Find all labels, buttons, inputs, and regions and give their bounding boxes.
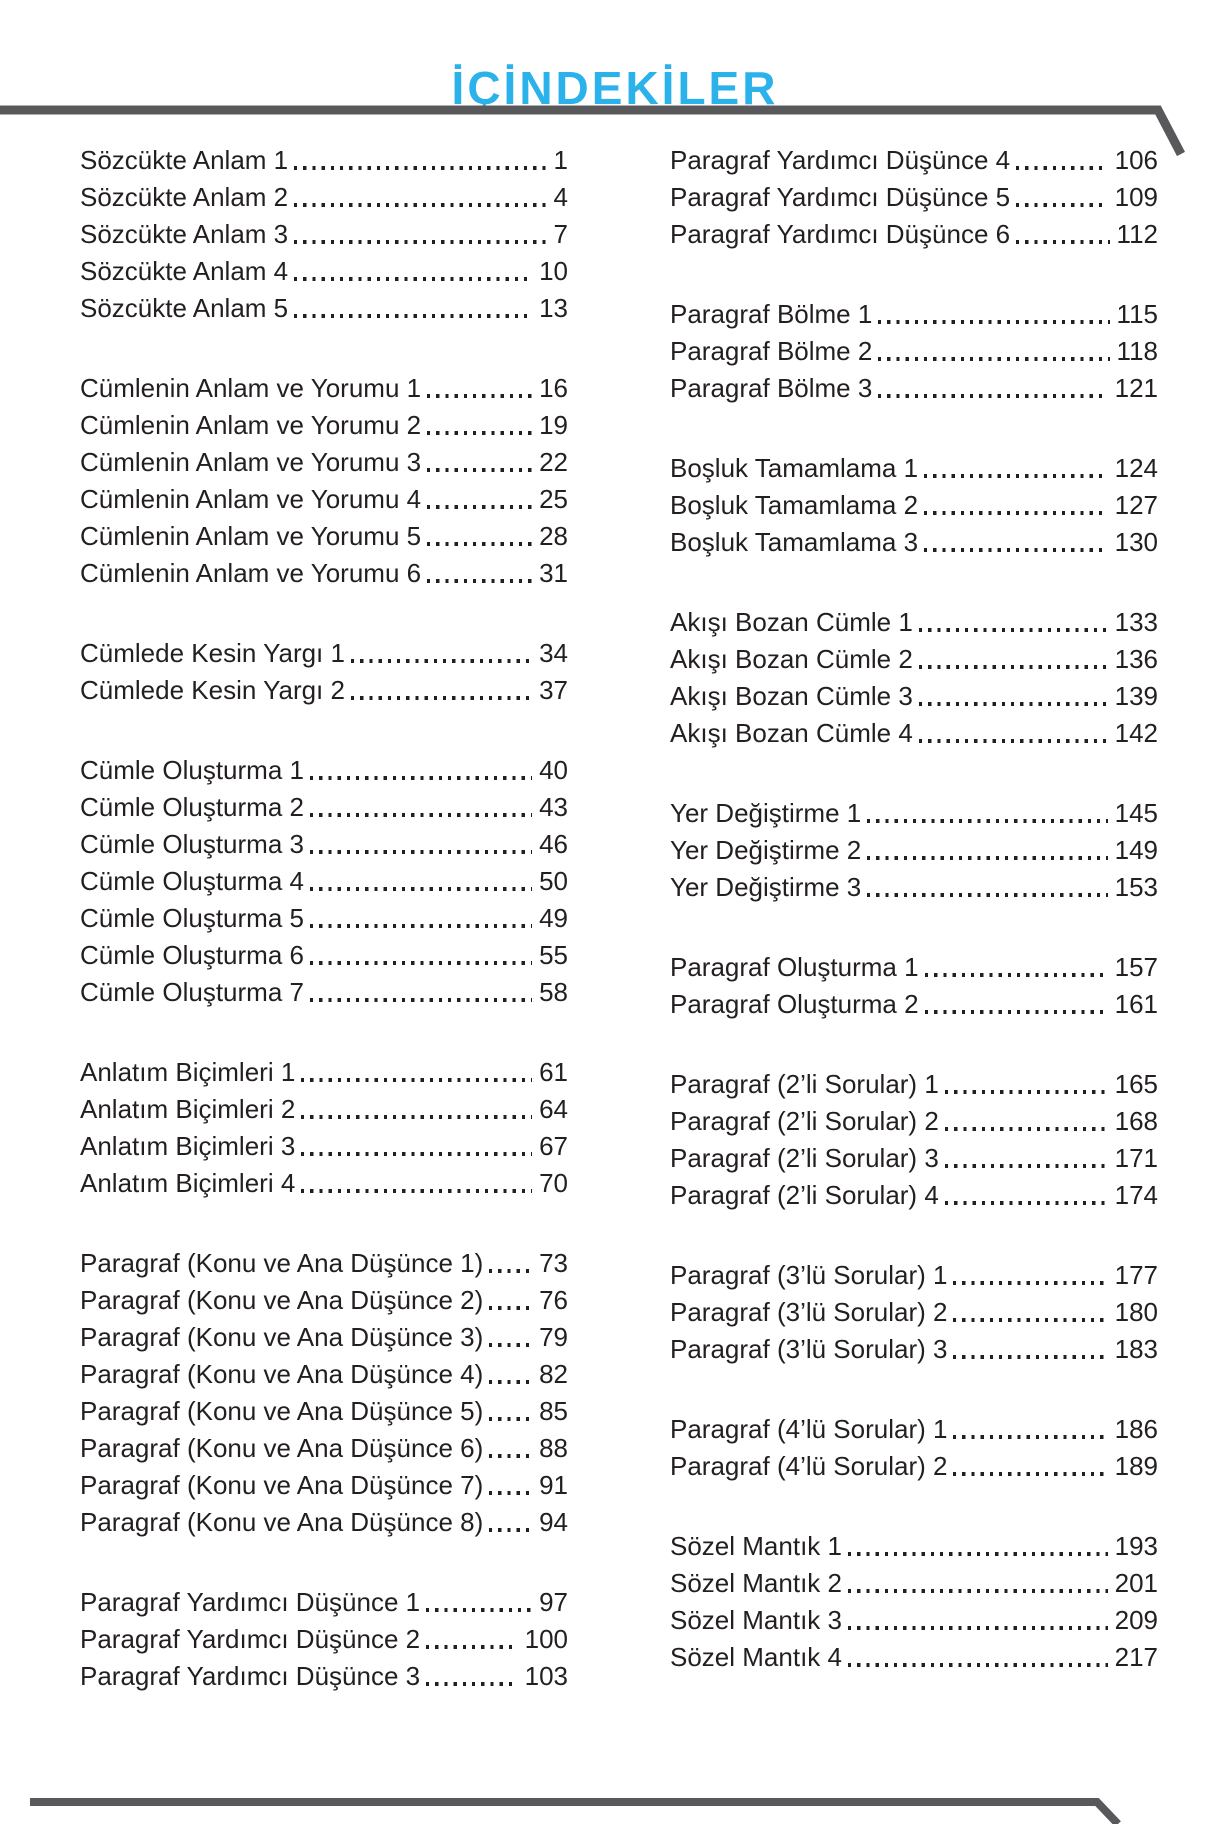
toc-entry	[670, 367, 1158, 404]
toc-entry-label: Paragraf Bölme 1	[670, 299, 873, 329]
toc-entry-page: 13	[539, 293, 568, 323]
dotted-leader	[427, 542, 532, 546]
toc-entry-page: 174	[1114, 1180, 1158, 1210]
toc-entry	[80, 860, 568, 897]
toc-entry-page: 180	[1114, 1297, 1158, 1327]
toc-entry-page: 133	[1114, 607, 1158, 637]
toc-entry-page: 64	[539, 1094, 568, 1124]
toc-entry	[80, 176, 568, 213]
toc-entry-page: 165	[1114, 1069, 1158, 1099]
toc-entry-page: 153	[1114, 872, 1158, 902]
toc-columns	[80, 139, 1158, 1692]
toc-entry-label: Cümlede Kesin Yargı 2	[80, 675, 345, 705]
toc-group	[80, 139, 568, 324]
toc-entry	[80, 749, 568, 786]
toc-entry	[670, 447, 1158, 484]
toc-entry-label: Paragraf (Konu ve Ana Düşünce 2)	[80, 1285, 484, 1315]
dotted-leader	[489, 1306, 532, 1310]
dotted-leader	[953, 1355, 1107, 1359]
toc-entry	[80, 632, 568, 669]
toc-entry-label: Sözcükte Anlam 5	[80, 293, 289, 323]
toc-entry-label: Paragraf (Konu ve Ana Düşünce 7)	[80, 1470, 484, 1500]
toc-entry	[80, 1581, 568, 1618]
toc-entry	[670, 1100, 1158, 1137]
toc-entry	[80, 287, 568, 324]
toc-entry	[80, 250, 568, 287]
toc-entry	[80, 1353, 568, 1390]
toc-entry-label: Paragraf (4’lü Sorular) 2	[670, 1451, 948, 1481]
dotted-leader	[953, 1472, 1107, 1476]
toc-entry-page: 177	[1114, 1260, 1158, 1290]
toc-entry-page: 1	[553, 145, 568, 175]
toc-entry	[80, 1316, 568, 1353]
toc-entry-page: 91	[539, 1470, 568, 1500]
toc-entry-page: 50	[539, 866, 568, 896]
toc-entry-label: Paragraf Bölme 2	[670, 336, 873, 366]
toc-entry	[670, 1137, 1158, 1174]
toc-entry-label: Paragraf (2’li Sorular) 3	[670, 1143, 939, 1173]
toc-entry-page: 145	[1114, 798, 1158, 828]
toc-entry-page: 109	[1114, 182, 1158, 212]
dotted-leader	[848, 1663, 1108, 1667]
toc-group	[80, 1242, 568, 1538]
toc-group	[670, 293, 1158, 404]
toc-entry-label: Paragraf Bölme 3	[670, 373, 873, 403]
toc-entry	[670, 213, 1158, 250]
dotted-leader	[878, 394, 1107, 398]
bottom-rule	[0, 1798, 1230, 1824]
toc-entry	[670, 983, 1158, 1020]
toc-entry-label: Cümle Oluşturma 6	[80, 940, 304, 970]
toc-entry-label: Akışı Bozan Cümle 3	[670, 681, 913, 711]
toc-entry-label: Boşluk Tamamlama 3	[670, 527, 919, 557]
toc-entry	[670, 484, 1158, 521]
toc-entry	[670, 1408, 1158, 1445]
toc-entry	[670, 1328, 1158, 1365]
dotted-leader	[867, 856, 1107, 860]
toc-entry	[80, 1279, 568, 1316]
dotted-leader	[1016, 203, 1108, 207]
dotted-leader	[310, 776, 532, 780]
toc-entry	[670, 946, 1158, 983]
toc-entry-page: 171	[1114, 1143, 1158, 1173]
toc-column-left	[80, 139, 568, 1692]
toc-group	[670, 1408, 1158, 1482]
toc-entry-label: Cümlenin Anlam ve Yorumu 2	[80, 410, 422, 440]
toc-entry	[670, 139, 1158, 176]
toc-entry-label: Yer Değiştirme 1	[670, 798, 862, 828]
toc-entry-label: Cümle Oluşturma 3	[80, 829, 304, 859]
dotted-leader	[925, 973, 1108, 977]
dotted-leader	[310, 887, 532, 891]
dotted-leader	[427, 468, 532, 472]
toc-entry-page: 85	[539, 1396, 568, 1426]
dotted-leader	[919, 665, 1108, 669]
dotted-leader	[301, 1078, 532, 1082]
toc-entry	[80, 441, 568, 478]
toc-entry-page: 79	[539, 1322, 568, 1352]
toc-entry-page: 58	[539, 977, 568, 1007]
dotted-leader	[301, 1115, 532, 1119]
toc-entry-label: Paragraf (Konu ve Ana Düşünce 1)	[80, 1248, 484, 1278]
toc-entry	[670, 829, 1158, 866]
toc-entry	[80, 823, 568, 860]
toc-entry	[670, 638, 1158, 675]
dotted-leader	[294, 314, 532, 318]
dotted-leader	[426, 1645, 518, 1649]
toc-entry-label: Paragraf Yardımcı Düşünce 4	[670, 145, 1011, 175]
toc-entry	[670, 792, 1158, 829]
toc-entry-label: Anlatım Biçimleri 3	[80, 1131, 296, 1161]
toc-entry-label: Sözcükte Anlam 2	[80, 182, 289, 212]
toc-entry-page: 97	[539, 1587, 568, 1617]
dotted-leader	[427, 394, 532, 398]
toc-entry-label: Cümle Oluşturma 2	[80, 792, 304, 822]
toc-entry	[670, 1445, 1158, 1482]
toc-entry-label: Sözel Mantık 2	[670, 1568, 842, 1598]
dotted-leader	[945, 1164, 1108, 1168]
toc-group	[670, 447, 1158, 558]
toc-entry	[670, 675, 1158, 712]
toc-group	[80, 1051, 568, 1199]
toc-entry-page: 142	[1114, 718, 1158, 748]
toc-entry-page: 201	[1114, 1568, 1158, 1598]
toc-entry	[80, 1242, 568, 1279]
dotted-leader	[310, 850, 532, 854]
dotted-leader	[945, 1090, 1108, 1094]
toc-entry-page: 37	[539, 675, 568, 705]
toc-entry-page: 73	[539, 1248, 568, 1278]
toc-entry-label: Cümlenin Anlam ve Yorumu 6	[80, 558, 422, 588]
toc-entry-label: Paragraf Yardımcı Düşünce 6	[670, 219, 1011, 249]
toc-entry-page: 136	[1114, 644, 1158, 674]
toc-entry-page: 67	[539, 1131, 568, 1161]
toc-group	[670, 601, 1158, 749]
toc-entry-page: 112	[1116, 219, 1158, 249]
toc-entry-page: 61	[539, 1057, 568, 1087]
dotted-leader	[310, 961, 532, 965]
toc-entry-page: 40	[539, 755, 568, 785]
dotted-leader	[294, 166, 546, 170]
toc-entry-label: Paragraf (Konu ve Ana Düşünce 6)	[80, 1433, 484, 1463]
toc-entry-page: 103	[524, 1661, 568, 1691]
toc-entry-label: Paragraf (4’lü Sorular) 1	[670, 1414, 948, 1444]
dotted-leader	[924, 474, 1108, 478]
dotted-leader	[489, 1417, 532, 1421]
dotted-leader	[426, 1682, 518, 1686]
toc-entry-page: 55	[539, 940, 568, 970]
toc-entry-page: 46	[539, 829, 568, 859]
toc-entry-label: Paragraf (2’li Sorular) 2	[670, 1106, 939, 1136]
toc-entry	[80, 1051, 568, 1088]
dotted-leader	[489, 1491, 532, 1495]
toc-entry	[670, 1562, 1158, 1599]
toc-entry-label: Paragraf (3’lü Sorular) 1	[670, 1260, 948, 1290]
dotted-leader	[489, 1269, 532, 1273]
toc-entry-label: Paragraf Yardımcı Düşünce 5	[670, 182, 1011, 212]
toc-entry-label: Sözel Mantık 1	[670, 1531, 842, 1561]
toc-entry-page: 43	[539, 792, 568, 822]
toc-entry-page: 189	[1114, 1451, 1158, 1481]
toc-entry-label: Paragraf Oluşturma 2	[670, 989, 919, 1019]
dotted-leader	[953, 1318, 1107, 1322]
toc-entry	[80, 1088, 568, 1125]
toc-entry-label: Cümle Oluşturma 5	[80, 903, 304, 933]
toc-entry-page: 16	[539, 373, 568, 403]
toc-entry-label: Cümle Oluşturma 1	[80, 755, 304, 785]
toc-entry-label: Paragraf (Konu ve Ana Düşünce 3)	[80, 1322, 484, 1352]
dotted-leader	[867, 819, 1107, 823]
toc-entry	[80, 213, 568, 250]
toc-entry-page: 217	[1114, 1642, 1158, 1672]
toc-group	[80, 1581, 568, 1692]
toc-entry	[80, 1427, 568, 1464]
dotted-leader	[945, 1201, 1108, 1205]
dotted-leader	[919, 628, 1108, 632]
dotted-leader	[294, 277, 532, 281]
toc-group	[670, 792, 1158, 903]
dotted-leader	[924, 511, 1108, 515]
toc-entry-page: 31	[539, 558, 568, 588]
dotted-leader	[310, 813, 532, 817]
dotted-leader	[294, 203, 546, 207]
toc-entry-label: Cümle Oluşturma 7	[80, 977, 304, 1007]
dotted-leader	[848, 1552, 1108, 1556]
toc-entry-label: Anlatım Biçimleri 2	[80, 1094, 296, 1124]
toc-column-right	[670, 139, 1158, 1692]
toc-entry-page: 149	[1114, 835, 1158, 865]
toc-entry-label: Paragraf Yardımcı Düşünce 3	[80, 1661, 421, 1691]
toc-entry	[670, 330, 1158, 367]
toc-entry	[670, 1254, 1158, 1291]
toc-entry-page: 124	[1114, 453, 1158, 483]
toc-group	[80, 367, 568, 589]
dotted-leader	[953, 1281, 1107, 1285]
toc-entry-label: Cümlede Kesin Yargı 1	[80, 638, 345, 668]
toc-entry	[80, 934, 568, 971]
toc-entry-page: 121	[1114, 373, 1158, 403]
dotted-leader	[878, 320, 1109, 324]
dotted-leader	[351, 696, 532, 700]
toc-entry-label: Cümlenin Anlam ve Yorumu 3	[80, 447, 422, 477]
toc-entry-page: 94	[539, 1507, 568, 1537]
toc-entry-page: 115	[1116, 299, 1158, 329]
dotted-leader	[489, 1343, 532, 1347]
toc-entry	[670, 1636, 1158, 1673]
toc-group	[670, 946, 1158, 1020]
toc-entry-page: 168	[1114, 1106, 1158, 1136]
toc-entry	[80, 552, 568, 589]
toc-entry	[80, 1501, 568, 1538]
toc-entry	[670, 1599, 1158, 1636]
toc-entry	[80, 1125, 568, 1162]
toc-entry	[80, 404, 568, 441]
toc-entry-label: Sözel Mantık 3	[670, 1605, 842, 1635]
toc-entry-label: Anlatım Biçimleri 1	[80, 1057, 296, 1087]
toc-entry-page: 82	[539, 1359, 568, 1389]
toc-entry-page: 118	[1116, 336, 1158, 366]
toc-entry-label: Paragraf Yardımcı Düşünce 1	[80, 1587, 421, 1617]
dotted-leader	[426, 1608, 532, 1612]
toc-entry-label: Paragraf (3’lü Sorular) 3	[670, 1334, 948, 1364]
toc-entry	[670, 1174, 1158, 1211]
dotted-leader	[489, 1380, 532, 1384]
toc-entry-page: 28	[539, 521, 568, 551]
toc-entry-page: 186	[1114, 1414, 1158, 1444]
toc-entry	[80, 971, 568, 1008]
toc-entry	[80, 897, 568, 934]
toc-entry-label: Paragraf Oluşturma 1	[670, 952, 919, 982]
toc-entry-page: 209	[1114, 1605, 1158, 1635]
toc-entry-page: 19	[539, 410, 568, 440]
toc-entry	[670, 1525, 1158, 1562]
dotted-leader	[919, 739, 1108, 743]
toc-entry-label: Paragraf (2’li Sorular) 4	[670, 1180, 939, 1210]
toc-group	[670, 1063, 1158, 1211]
toc-entry-label: Cümlenin Anlam ve Yorumu 5	[80, 521, 422, 551]
dotted-leader	[945, 1127, 1108, 1131]
toc-entry-label: Paragraf (2’li Sorular) 1	[670, 1069, 939, 1099]
toc-entry-page: 193	[1114, 1531, 1158, 1561]
dotted-leader	[351, 659, 532, 663]
page-title: İÇİNDEKİLER	[451, 61, 779, 114]
toc-entry	[80, 1618, 568, 1655]
toc-entry-label: Paragraf (Konu ve Ana Düşünce 5)	[80, 1396, 484, 1426]
dotted-leader	[294, 240, 546, 244]
toc-entry-page: 25	[539, 484, 568, 514]
toc-entry-page: 100	[524, 1624, 568, 1654]
toc-entry-page: 127	[1114, 490, 1158, 520]
toc-entry-label: Anlatım Biçimleri 4	[80, 1168, 296, 1198]
dotted-leader	[301, 1189, 532, 1193]
dotted-leader	[878, 357, 1109, 361]
toc-entry-page: 70	[539, 1168, 568, 1198]
toc-entry	[670, 1291, 1158, 1328]
toc-entry-label: Cümlenin Anlam ve Yorumu 4	[80, 484, 422, 514]
dotted-leader	[310, 924, 532, 928]
toc-entry-label: Paragraf (Konu ve Ana Düşünce 4)	[80, 1359, 484, 1389]
toc-entry	[80, 515, 568, 552]
dotted-leader	[427, 505, 532, 509]
toc-entry	[80, 786, 568, 823]
toc-entry-label: Akışı Bozan Cümle 2	[670, 644, 913, 674]
toc-entry	[670, 866, 1158, 903]
toc-entry-label: Akışı Bozan Cümle 1	[670, 607, 913, 637]
toc-entry-label: Cümle Oluşturma 4	[80, 866, 304, 896]
dotted-leader	[427, 431, 532, 435]
toc-entry-label: Boşluk Tamamlama 1	[670, 453, 919, 483]
toc-entry-page: 88	[539, 1433, 568, 1463]
dotted-leader	[848, 1626, 1108, 1630]
toc-entry-page: 22	[539, 447, 568, 477]
toc-entry-page: 139	[1114, 681, 1158, 711]
toc-entry	[80, 139, 568, 176]
toc-entry	[670, 176, 1158, 213]
toc-entry-label: Cümlenin Anlam ve Yorumu 1	[80, 373, 422, 403]
toc-entry	[80, 1390, 568, 1427]
toc-entry	[670, 1063, 1158, 1100]
toc-entry-label: Sözcükte Anlam 3	[80, 219, 289, 249]
toc-entry-page: 106	[1114, 145, 1158, 175]
toc-group	[80, 749, 568, 1008]
toc-entry-page: 10	[539, 256, 568, 286]
toc-entry-label: Sözcükte Anlam 1	[80, 145, 289, 175]
toc-entry	[80, 367, 568, 404]
toc-group	[670, 1525, 1158, 1673]
toc-entry-page: 34	[539, 638, 568, 668]
dotted-leader	[1016, 240, 1109, 244]
dotted-leader	[301, 1152, 532, 1156]
toc-entry-page: 4	[553, 182, 568, 212]
toc-entry	[670, 712, 1158, 749]
dotted-leader	[848, 1589, 1108, 1593]
toc-entry-label: Yer Değiştirme 3	[670, 872, 862, 902]
toc-entry	[80, 1464, 568, 1501]
toc-entry-page: 161	[1114, 989, 1158, 1019]
toc-entry	[80, 1655, 568, 1692]
toc-entry	[80, 1162, 568, 1199]
toc-entry-label: Paragraf Yardımcı Düşünce 2	[80, 1624, 421, 1654]
toc-entry	[80, 669, 568, 706]
dotted-leader	[1016, 166, 1108, 170]
dotted-leader	[919, 702, 1108, 706]
toc-entry-page: 130	[1114, 527, 1158, 557]
toc-group	[670, 1254, 1158, 1365]
dotted-leader	[427, 579, 532, 583]
toc-entry	[670, 293, 1158, 330]
toc-group	[670, 139, 1158, 250]
toc-entry	[670, 521, 1158, 558]
toc-entry-label: Paragraf (3’lü Sorular) 2	[670, 1297, 948, 1327]
dotted-leader	[924, 548, 1108, 552]
toc-entry	[670, 601, 1158, 638]
toc-entry-label: Sözcükte Anlam 4	[80, 256, 289, 286]
toc-entry	[80, 478, 568, 515]
toc-entry-label: Yer Değiştirme 2	[670, 835, 862, 865]
toc-entry-label: Sözel Mantık 4	[670, 1642, 842, 1672]
toc-entry-page: 76	[539, 1285, 568, 1315]
toc-entry-page: 49	[539, 903, 568, 933]
dotted-leader	[489, 1454, 532, 1458]
toc-entry-label: Boşluk Tamamlama 2	[670, 490, 919, 520]
dotted-leader	[489, 1528, 532, 1532]
dotted-leader	[953, 1435, 1107, 1439]
dotted-leader	[867, 893, 1107, 897]
dotted-leader	[310, 998, 532, 1002]
toc-entry-page: 157	[1114, 952, 1158, 982]
toc-entry-label: Akışı Bozan Cümle 4	[670, 718, 913, 748]
toc-group	[80, 632, 568, 706]
toc-entry-page: 183	[1114, 1334, 1158, 1364]
toc-entry-label: Paragraf (Konu ve Ana Düşünce 8)	[80, 1507, 484, 1537]
toc-entry-page: 7	[553, 219, 568, 249]
dotted-leader	[925, 1010, 1108, 1014]
